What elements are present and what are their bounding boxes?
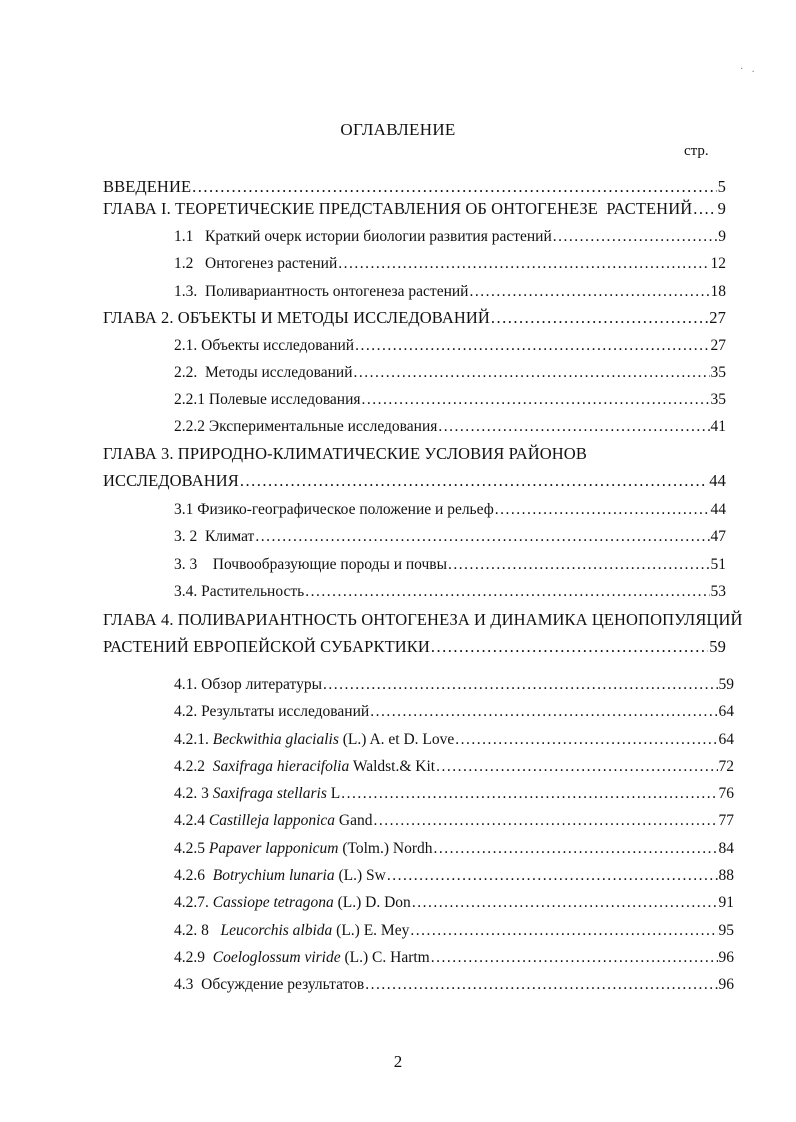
toc-leader-dots xyxy=(412,893,718,913)
toc-entry xyxy=(103,177,726,197)
toc-entry-text: 1.3. Поливариантность онтогенеза растений xyxy=(174,283,469,300)
toc-entry-label xyxy=(174,866,386,886)
toc-entry-page: 47 xyxy=(710,528,726,545)
toc-entry-text: 1.1 Краткий очерк истории биологии развития растений xyxy=(174,228,552,245)
toc-entry-text: 1.2 Онтогенез растений xyxy=(174,255,338,272)
toc-entry-page: 44 xyxy=(709,471,726,490)
toc-entry-text: 4.2. 3 xyxy=(174,785,213,802)
toc-entry xyxy=(174,702,734,722)
toc-leader-dots xyxy=(240,471,708,491)
toc-leader-dots xyxy=(354,363,710,383)
toc-entry-page: 44 xyxy=(710,501,726,518)
toc-entry-page: 35 xyxy=(710,364,726,381)
toc-entry-label xyxy=(174,811,372,831)
toc-entry-species: Coeloglossum viride xyxy=(212,949,341,966)
toc-entry-page: 41 xyxy=(710,418,726,435)
toc-leader-dots xyxy=(431,948,718,968)
toc-entry-text: 4.2.6 xyxy=(174,867,213,884)
toc-leader-dots xyxy=(305,582,709,602)
toc-entry-author: (L.) Sw xyxy=(334,867,386,884)
toc-entry-label xyxy=(103,177,191,197)
toc-entry-text: 2.1. Объекты исследований xyxy=(174,337,355,354)
toc-entry xyxy=(103,199,726,219)
toc-entry xyxy=(174,336,726,356)
toc-entry-label xyxy=(103,444,587,464)
toc-entry-page: 5 xyxy=(717,177,726,196)
toc-entry xyxy=(174,363,726,383)
toc-leader-dots xyxy=(192,177,717,197)
toc-title: ОГЛАВЛЕНИЕ xyxy=(340,120,456,139)
toc-entry-text: 4.2. Результаты исследований xyxy=(174,703,370,720)
toc-entry-label xyxy=(103,610,742,630)
toc-entry-label xyxy=(174,730,454,750)
toc-entry-text: 4.2.4 xyxy=(174,812,209,829)
toc-entry-text: ВВЕДЕНИЕ xyxy=(103,177,192,196)
toc-entry-species: Castilleja lapponica xyxy=(208,812,336,829)
toc-entry-text: ГЛАВА 4. ПОЛИВАРИАНТНОСТЬ ОНТОГЕНЕЗА И ДИНАМИКА ЦЕНОПОПУЛЯЦИЙ xyxy=(103,610,743,629)
toc-entry-page: 72 xyxy=(718,758,734,775)
toc-entry-text: 2.2.2 Экспериментальные исследования xyxy=(174,418,438,435)
toc-entry-species: Beckwithia glacialis xyxy=(212,731,339,748)
toc-entry-page: 91 xyxy=(718,894,734,911)
toc-entry xyxy=(174,675,734,695)
toc-leader-dots xyxy=(431,637,708,657)
toc-leader-dots xyxy=(455,730,717,750)
toc-entry xyxy=(174,582,726,602)
toc-entry-author: L xyxy=(326,785,341,802)
toc-entry-author: (L.) C. Hartm xyxy=(340,949,430,966)
corner-mark: · . xyxy=(740,64,758,75)
toc-leader-dots xyxy=(255,527,709,547)
toc-entry-page: 96 xyxy=(718,976,734,993)
toc-leader-dots xyxy=(370,702,717,722)
toc-leader-dots xyxy=(365,975,717,995)
toc-entry-label xyxy=(174,254,337,274)
toc-entry-page: 59 xyxy=(718,676,734,693)
toc-entry xyxy=(103,610,743,630)
toc-entry xyxy=(174,254,726,274)
toc-entry-text: 4.2.9 xyxy=(174,949,213,966)
toc-entry xyxy=(174,227,726,247)
toc-entry xyxy=(103,471,726,491)
toc-entry-label xyxy=(174,893,411,913)
toc-entry-label xyxy=(174,702,369,722)
toc-leader-dots xyxy=(448,555,709,575)
toc-entry-label xyxy=(174,839,433,859)
toc-entry-label xyxy=(103,471,239,491)
toc-leader-dots xyxy=(341,784,717,804)
toc-entry-label xyxy=(174,500,494,520)
toc-entry xyxy=(174,948,734,968)
toc-entry-page: 84 xyxy=(718,840,734,857)
toc-leader-dots xyxy=(362,390,710,410)
toc-entry-species: Papaver lapponicum xyxy=(208,840,339,857)
page-column-label: стр. xyxy=(684,143,709,159)
toc-leader-dots xyxy=(436,757,717,777)
toc-leader-dots xyxy=(323,675,717,695)
toc-leader-dots xyxy=(553,227,718,247)
toc-entry xyxy=(174,757,734,777)
toc-entry-author: Gand xyxy=(335,812,373,829)
toc-entry-page: 12 xyxy=(710,255,726,272)
toc-entry xyxy=(174,784,734,804)
toc-leader-dots xyxy=(693,199,716,219)
toc-entry-text: 4.1. Обзор литературы xyxy=(174,676,323,693)
toc-entry-label xyxy=(174,948,430,968)
toc-entry xyxy=(174,417,726,437)
toc-entry-page: 95 xyxy=(718,922,734,939)
toc-leader-dots xyxy=(495,500,710,520)
toc-entry-author: (L.) A. et D. Love xyxy=(338,731,455,748)
toc-entry-species: Cassiope tetragona xyxy=(212,894,334,911)
toc-entry-text: ГЛАВА I. ТЕОРЕТИЧЕСКИЕ ПРЕДСТАВЛЕНИЯ ОБ ОНТОГЕНЕЗЕ РАСТЕНИЙ xyxy=(103,199,693,218)
toc-entry xyxy=(174,730,734,750)
toc-entry xyxy=(103,637,726,657)
toc-entry xyxy=(174,282,726,302)
toc-entry-text: 4.3 Обсуждение результатов xyxy=(174,976,365,993)
toc-entry-text: 2.2.1 Полевые исследования xyxy=(174,391,361,408)
toc-leader-dots xyxy=(438,417,709,437)
toc-entry xyxy=(174,839,734,859)
toc-entry-text: 3.1 Физико-географическое положение и рельеф xyxy=(174,501,494,518)
toc-entry-page: 51 xyxy=(710,556,726,573)
toc-entry-text: ГЛАВА 2. ОБЪЕКТЫ И МЕТОДЫ ИССЛЕДОВАНИЙ xyxy=(103,308,490,327)
toc-entry-author: Waldst.& Kit xyxy=(349,758,436,775)
toc-leader-dots xyxy=(373,811,717,831)
toc-entry xyxy=(174,555,726,575)
toc-entry-label xyxy=(174,675,322,695)
toc-entry-text: ГЛАВА 3. ПРИРОДНО-КЛИМАТИЧЕСКИЕ УСЛОВИЯ РАЙОНОВ xyxy=(103,444,587,463)
toc-entry-page: 18 xyxy=(710,283,726,300)
toc-entry-page: 35 xyxy=(710,391,726,408)
toc-entry xyxy=(103,308,726,328)
toc-entry-species: Saxifraga hieracifolia xyxy=(212,758,350,775)
toc-entry-label xyxy=(174,921,409,941)
toc-entry xyxy=(174,500,726,520)
toc-entry-page: 96 xyxy=(718,949,734,966)
toc-entry-label xyxy=(174,555,447,575)
toc-entry-species: Saxifraga stellaris xyxy=(212,785,327,802)
toc-entry-page: 88 xyxy=(718,867,734,884)
toc-entry xyxy=(174,921,734,941)
toc-leader-dots xyxy=(338,254,709,274)
toc-entry-label xyxy=(174,363,353,383)
toc-entry-label xyxy=(174,784,340,804)
toc-entry xyxy=(174,866,734,886)
toc-entry-text: РАСТЕНИЙ ЕВРОПЕЙСКОЙ СУБАРКТИКИ xyxy=(103,637,430,656)
toc-entry-label xyxy=(174,227,552,247)
page-number: 2 xyxy=(393,1052,403,1071)
toc-entry-page: 64 xyxy=(718,703,734,720)
toc-entry-label xyxy=(174,757,435,777)
toc-entry xyxy=(174,527,726,547)
toc-entry-page: 27 xyxy=(710,337,726,354)
toc-entry-page: 27 xyxy=(709,308,726,327)
toc-entry-label xyxy=(103,637,430,657)
toc-entry-species: Botrychium lunaria xyxy=(212,867,335,884)
toc-entry-page: 59 xyxy=(709,637,726,656)
toc-entry xyxy=(174,811,734,831)
toc-entry-author: (L.) D. Don xyxy=(333,894,411,911)
toc-entry-label xyxy=(174,582,304,602)
toc-entry-label xyxy=(174,975,364,995)
toc-entry-species: Leucorchis albida xyxy=(220,922,333,939)
toc-leader-dots xyxy=(434,839,718,859)
toc-entry-text: 3.4. Растительность xyxy=(174,583,305,600)
toc-entry-label xyxy=(174,417,437,437)
toc-leader-dots xyxy=(355,336,709,356)
toc-entry-label xyxy=(174,336,354,356)
toc-entry-label xyxy=(174,390,361,410)
toc-entry xyxy=(174,893,734,913)
toc-entry-text: 3. 2 Климат xyxy=(174,528,255,545)
toc-entry-label xyxy=(103,308,490,328)
toc-entry-text: 4.2.5 xyxy=(174,840,209,857)
toc-entry-text: 4.2. 8 xyxy=(174,922,221,939)
toc-entry xyxy=(174,975,734,995)
toc-entry xyxy=(174,390,726,410)
toc-leader-dots xyxy=(491,308,708,328)
toc-entry-text: ИССЛЕДОВАНИЯ xyxy=(103,471,239,490)
toc-entry-text: 4.2.2 xyxy=(174,758,213,775)
toc-entry-text: 2.2. Методы исследований xyxy=(174,364,353,381)
toc-leader-dots xyxy=(410,921,717,941)
toc-entry-text: 4.2.7. xyxy=(174,894,213,911)
toc-entry-text: 4.2.1. xyxy=(174,731,213,748)
toc-entry-label xyxy=(103,199,692,219)
toc-entry-text: 3. 3 Почвообразующие породы и почвы xyxy=(174,556,448,573)
toc-entry-label xyxy=(174,282,468,302)
toc-entry-author: (L.) E. Mey xyxy=(332,922,410,939)
toc-leader-dots xyxy=(387,866,718,886)
toc-entry-author: (Tolm.) Nordh xyxy=(338,840,433,857)
toc-entry-page: 77 xyxy=(718,812,734,829)
toc-leader-dots xyxy=(469,282,709,302)
toc-entry-page: 53 xyxy=(710,583,726,600)
toc-entry-page: 9 xyxy=(718,228,726,245)
toc-entry-page: 76 xyxy=(718,785,734,802)
toc-entry-label xyxy=(174,527,254,547)
toc-entry xyxy=(103,444,726,464)
toc-entry-page: 9 xyxy=(717,199,726,218)
toc-entry-page: 64 xyxy=(718,731,734,748)
